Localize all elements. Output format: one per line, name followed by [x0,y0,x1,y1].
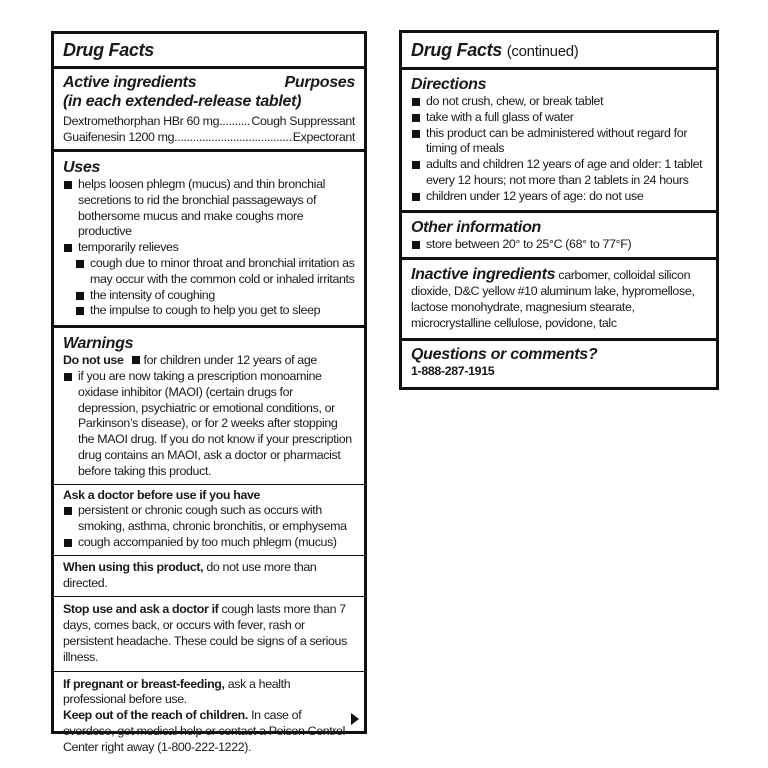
active-ingredients-section [54,69,364,152]
drug-facts-title: Drug Facts [63,40,155,60]
directions-section [402,70,716,213]
pregnant-text: ask a health professional before use. [63,676,291,707]
questions-section [402,341,716,384]
uses-item: helps loosen phlegm (mucus) and thin bronchial secretions to rid the bronchial passageways of bothersome mucus and make coughs more productive [63,177,355,240]
questions-heading: Questions or comments? [411,345,598,363]
continued-title-section [402,33,716,70]
ingredient-purpose: Expectorant [292,129,355,144]
directions-item: adults and children 12 years of age and older: 1 tablet every 12 hours; not more than 2 tablets in 24 hours [411,157,707,189]
do-not-use-label: Do not use [63,353,124,368]
continued-arrow-icon [351,713,359,725]
ingredient-name: Dextromethorphan HBr 60 mg [63,114,220,128]
keep-out-text: In case of overdose, get medical help or contact a Poison Control Center right away (1-800-222-1222). [63,708,346,754]
directions-item: this product can be administered without regard for timing of meals [411,126,707,158]
ask-doctor-label: Ask a doctor before use if you have [63,487,261,502]
inactive-ingredients-text: carbomer, colloidal silicon dioxide, D&C yellow #10 aluminum lake, hypromellose, lactose monohydrate, magnesium stearate, microcrystalline cellulose, povidone, talc [411,268,695,330]
do-not-use-item: for children under 12 years of age [143,353,317,368]
active-ingredient-row [63,130,355,146]
ingredient-purpose: Cough Suppressant [251,114,355,128]
active-ingredient-row [63,114,355,130]
warnings-heading: Warnings [63,335,134,353]
do-not-use-line [63,353,355,369]
uses-subitem: cough due to minor throat and bronchial irritation as may occur with the common cold or inhaled irritants [75,256,355,288]
purposes-heading: Purposes [284,74,355,91]
uses-item: temporarily relieves [63,240,355,256]
keep-out-label: Keep out of the reach of children. [63,708,248,723]
inactive-ingredients-heading: Inactive ingredients [411,266,556,284]
when-using-label: When using this product, [63,559,204,574]
drug-facts-title-section [54,34,364,69]
active-ingredients-heading: Active ingredients [63,74,197,91]
when-using-text: do not use more than directed. [63,559,317,590]
warnings-section [54,328,364,761]
uses-subitem: the impulse to cough to help you get to sleep [75,303,355,319]
ask-doctor-item: persistent or chronic cough such as occurs with smoking, asthma, chronic bronchitis, or emphysema [63,503,355,535]
do-not-use-item: if you are now taking a prescription monoamine oxidase inhibitor (MAOI) (certain drugs for depression, psychiatric or emotional conditions, or Parkinson’s disease), or for 2 weeks after stopping the MAOI drug. If you do not know if your prescription drug contains an MAOI, ask a doctor or pharmacist before taking this product. [63,369,355,484]
questions-phone: 1-888-287-1915 [411,363,495,378]
directions-item: children under 12 years of age: do not use [411,189,707,205]
other-information-heading: Other information [411,218,542,236]
uses-section [54,152,364,328]
inactive-ingredients-section [402,260,716,340]
other-information-section [402,213,716,261]
ask-doctor-item: cough accompanied by too much phlegm (mucus) [63,535,355,551]
other-information-item: store between 20° to 25°C (68° to 77°F) [411,237,707,253]
uses-heading: Uses [63,159,101,176]
stop-use-label: Stop use and ask a doctor if [63,602,219,617]
directions-item: take with a full glass of water [411,110,707,126]
stop-use-block [54,596,364,670]
directions-item: do not crush, chew, or break tablet [411,94,707,110]
stop-use-text: cough lasts more than 7 days, comes back, or occurs with fever, rash or persistent headache. These could be signs of a serious illness. [63,602,347,664]
pregnancy-block [54,671,364,758]
when-using-block [54,555,364,597]
active-ingredients-subheading: (in each extended-release tablet) [63,93,302,110]
drug-facts-panel [51,31,367,754]
ingredient-name: Guaifenesin 1200 mg [63,129,175,144]
directions-heading: Directions [411,76,487,93]
continued-title: Drug Facts [411,40,503,60]
drug-facts-continued-panel [399,30,719,390]
ask-doctor-block [54,484,364,555]
pregnant-label: If pregnant or breast-feeding, [63,676,225,691]
uses-subitem: the intensity of coughing [75,288,355,304]
continued-title-suffix: (continued) [506,43,579,60]
